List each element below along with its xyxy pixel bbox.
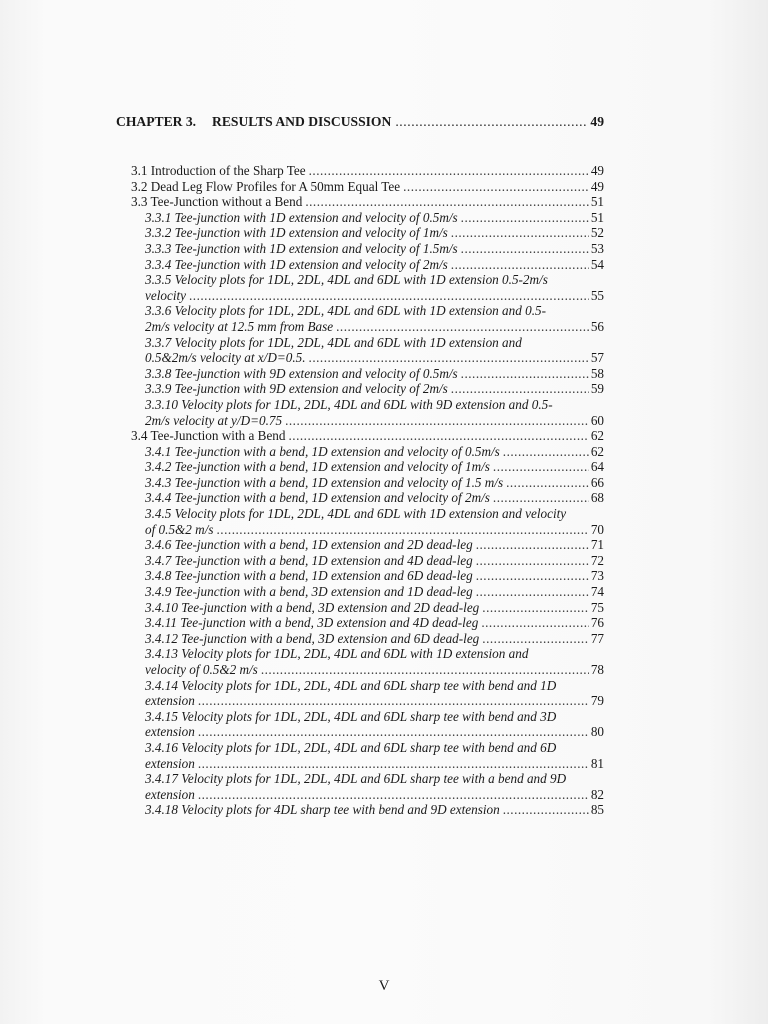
toc-entry-page: 53 [590,240,604,256]
toc-entry-label: 3.4.11 Tee-junction with a bend, 3D extension and 4D dead-leg [145,615,479,631]
toc-entry [131,693,604,709]
dot-leader [309,350,589,366]
dot-leader [493,459,589,475]
toc-entry [131,272,604,288]
toc-entry [131,678,604,694]
toc-entry [131,490,604,506]
chapter-page: 49 [590,114,604,129]
toc-entry-label: 3.4.6 Tee-junction with a bend, 1D extension and 2D dead-leg [145,537,473,553]
toc-entry-page: 62 [590,428,604,444]
dot-leader [198,756,589,772]
toc-entry [131,428,604,444]
toc-entry-label: 3.1 Introduction of the Sharp Tee [131,163,306,178]
toc-entry [131,568,604,584]
page-number: V [378,978,390,994]
dot-leader [285,413,589,429]
toc-entry [131,709,604,725]
toc-entry-label: 3.4 Tee-Junction with a Bend [131,428,286,444]
toc-entry-label: 3.4.7 Tee-junction with a bend, 1D extension and 4D dead-leg [145,552,473,568]
toc-entry-page: 66 [590,474,604,490]
toc-entry-page: 49 [590,163,604,178]
toc-entry [131,600,604,616]
toc-entry [131,241,604,257]
dot-leader [261,662,589,678]
dot-leader [461,366,589,382]
toc-entry-page: 55 [590,287,604,303]
toc-entry-label: velocity [145,287,186,303]
dot-leader [305,194,588,210]
dot-leader [482,600,589,616]
toc-entry-label: extension [145,724,195,740]
dot-leader [461,241,589,257]
toc-entry-page: 51 [590,194,604,210]
dot-leader [403,179,589,195]
toc-entry [131,615,604,631]
toc-entry-page: 81 [590,755,604,771]
chapter-heading [116,114,604,130]
toc-entry-label: 3.4.1 Tee-junction with a bend, 1D extension and velocity of 0.5m/s [145,443,500,459]
toc-entry-label: of 0.5&2 m/s [145,521,214,537]
toc-entry-page: 49 [590,178,604,194]
toc-entry [131,194,604,210]
dot-leader [189,288,589,304]
dot-leader [493,490,589,506]
toc-entry [131,631,604,647]
toc-entry-page: 57 [590,350,604,366]
toc-entry-label: 0.5&2m/s velocity at x/D=0.5. [145,350,306,366]
toc-entry [131,506,604,522]
toc-entry-label: 3.4.2 Tee-junction with a bend, 1D extension and velocity of 1m/s [145,459,490,475]
toc-entry [131,475,604,491]
dot-leader [503,444,589,460]
toc-entry-label: 3.4.16 Velocity plots for 1DL, 2DL, 4DL and 6DL sharp tee with bend and 6D [145,739,557,755]
toc-entry-page: 68 [590,490,604,506]
toc-entry-label: 3.3.2 Tee-junction with 1D extension and velocity of 1m/s [145,225,448,241]
toc-entry [131,522,604,538]
toc-entry-label: velocity of 0.5&2 m/s [145,662,258,677]
toc-entry-page: 82 [590,786,604,802]
toc-entry-page: 64 [590,459,604,475]
toc-entry-label: extension [145,693,195,709]
dot-leader [395,114,588,130]
table-of-contents [131,163,604,818]
toc-entry [131,397,604,413]
dot-leader [476,568,589,584]
toc-entry-label: 3.3.3 Tee-junction with 1D extension and velocity of 1.5m/s [145,240,458,256]
dot-leader [451,257,589,273]
dot-leader [198,787,589,803]
toc-entry-label: 3.4.13 Velocity plots for 1DL, 2DL, 4DL and 6DL with 1D extension and [145,646,529,662]
toc-entry-page: 54 [590,256,604,272]
dot-leader [476,537,589,553]
toc-entry-page: 85 [590,802,604,818]
toc-entry-page: 60 [590,412,604,428]
toc-entry-label: 3.3.7 Velocity plots for 1DL, 2DL, 4DL and 6DL with 1D extension and [145,334,522,350]
toc-entry-label: 3.3.4 Tee-junction with 1D extension and velocity of 2m/s [145,256,448,272]
toc-entry-page: 52 [590,225,604,241]
toc-entry-page: 78 [590,662,604,677]
toc-entry [131,740,604,756]
dot-leader [476,553,589,569]
dot-leader [198,724,589,740]
toc-entry-label: 3.3 Tee-Junction without a Bend [131,194,303,210]
toc-entry-label: 3.3.6 Velocity plots for 1DL, 2DL, 4DL and 6DL with 1D extension and 0.5- [145,303,547,319]
toc-entry-label: 3.4.18 Velocity plots for 4DL sharp tee with bend and 9D extension [145,802,500,818]
toc-entry-label: 3.4.14 Velocity plots for 1DL, 2DL, 4DL and 6DL sharp tee with bend and 1D [145,677,557,693]
toc-entry-label: 3.2 Dead Leg Flow Profiles for A 50mm Equal Tee [131,178,401,194]
toc-entry-page: 70 [590,521,604,537]
toc-entry [131,179,604,195]
toc-entry [131,381,604,397]
toc-entry [131,303,604,319]
toc-entry-label: 3.4.9 Tee-junction with a bend, 3D extension and 1D dead-leg [145,584,473,600]
toc-entry-page: 51 [590,209,604,225]
dot-leader [451,225,589,241]
toc-entry-label: 3.3.8 Tee-junction with 9D extension and velocity of 0.5m/s [145,365,458,381]
toc-entry-label: 2m/s velocity at 12.5 mm from Base [145,318,334,334]
toc-entry [131,288,604,304]
chapter-number: CHAPTER 3. [116,114,197,129]
toc-entry-label: extension [145,755,195,771]
dot-leader [198,693,589,709]
toc-entry-label: 3.4.12 Tee-junction with a bend, 3D extension and 6D dead-leg [145,630,480,646]
dot-leader [336,319,589,335]
toc-entry [131,444,604,460]
toc-entry [131,724,604,740]
toc-entry [131,662,604,678]
toc-entry-page: 71 [590,537,604,553]
toc-entry [131,163,604,179]
toc-entry-label: 3.4.15 Velocity plots for 1DL, 2DL, 4DL and 6DL sharp tee with bend and 3D [145,708,557,724]
toc-entry [131,787,604,803]
toc-entry-page: 80 [590,724,604,740]
toc-entry [131,584,604,600]
toc-entry-page: 58 [590,365,604,381]
toc-entry-label: extension [145,786,195,802]
toc-entry [131,366,604,382]
toc-entry-page: 73 [590,568,604,584]
dot-leader [461,210,589,226]
dot-leader [289,428,589,444]
dot-leader [482,631,589,647]
toc-entry-label: 3.3.10 Velocity plots for 1DL, 2DL, 4DL and 6DL with 9D extension and 0.5- [145,396,553,412]
toc-entry-page: 75 [590,599,604,615]
toc-entry [131,319,604,335]
chapter-title: RESULTS AND DISCUSSION [212,114,392,129]
dot-leader [503,802,589,818]
toc-entry [131,553,604,569]
dot-leader [476,584,589,600]
toc-entry [131,335,604,351]
toc-entry [131,225,604,241]
toc-entry [131,257,604,273]
toc-entry-label: 3.3.1 Tee-junction with 1D extension and velocity of 0.5m/s [145,209,458,225]
dot-leader [451,381,589,397]
toc-entry [131,413,604,429]
toc-entry-label: 2m/s velocity at y/D=0.75 [145,412,283,428]
toc-entry [131,210,604,226]
toc-entry [131,771,604,787]
toc-entry-page: 72 [590,552,604,568]
toc-entry [131,646,604,662]
toc-entry-page: 76 [590,615,604,631]
toc-entry-label: 3.4.3 Tee-junction with a bend, 1D extension and velocity of 1.5 m/s [145,474,504,490]
toc-entry [131,350,604,366]
toc-entry-label: 3.4.17 Velocity plots for 1DL, 2DL, 4DL and 6DL sharp tee with a bend and 9D [145,771,567,787]
toc-entry [131,802,604,818]
toc-entry-label: 3.4.4 Tee-junction with a bend, 1D extension and velocity of 2m/s [145,490,490,506]
toc-entry-page: 79 [590,693,604,709]
dot-leader [309,163,589,179]
dot-leader [481,615,589,631]
toc-entry-label: 3.4.8 Tee-junction with a bend, 1D extension and 6D dead-leg [145,568,473,584]
toc-entry-page: 74 [590,584,604,600]
toc-entry-page: 56 [590,318,604,334]
toc-entry [131,756,604,772]
toc-entry-page: 77 [590,630,604,646]
dot-leader [217,522,589,538]
toc-entry [131,537,604,553]
toc-entry-label: 3.4.10 Tee-junction with a bend, 3D extension and 2D dead-leg [145,599,480,615]
toc-entry-label: 3.3.9 Tee-junction with 9D extension and velocity of 2m/s [145,381,448,397]
toc-entry-label: 3.4.5 Velocity plots for 1DL, 2DL, 4DL and 6DL with 1D extension and velocity [145,506,567,522]
toc-entry-page: 62 [590,443,604,459]
toc-entry [131,459,604,475]
toc-entry-label: 3.3.5 Velocity plots for 1DL, 2DL, 4DL and 6DL with 1D extension 0.5-2m/s [145,272,548,288]
dot-leader [506,475,589,491]
toc-entry-page: 59 [590,381,604,397]
